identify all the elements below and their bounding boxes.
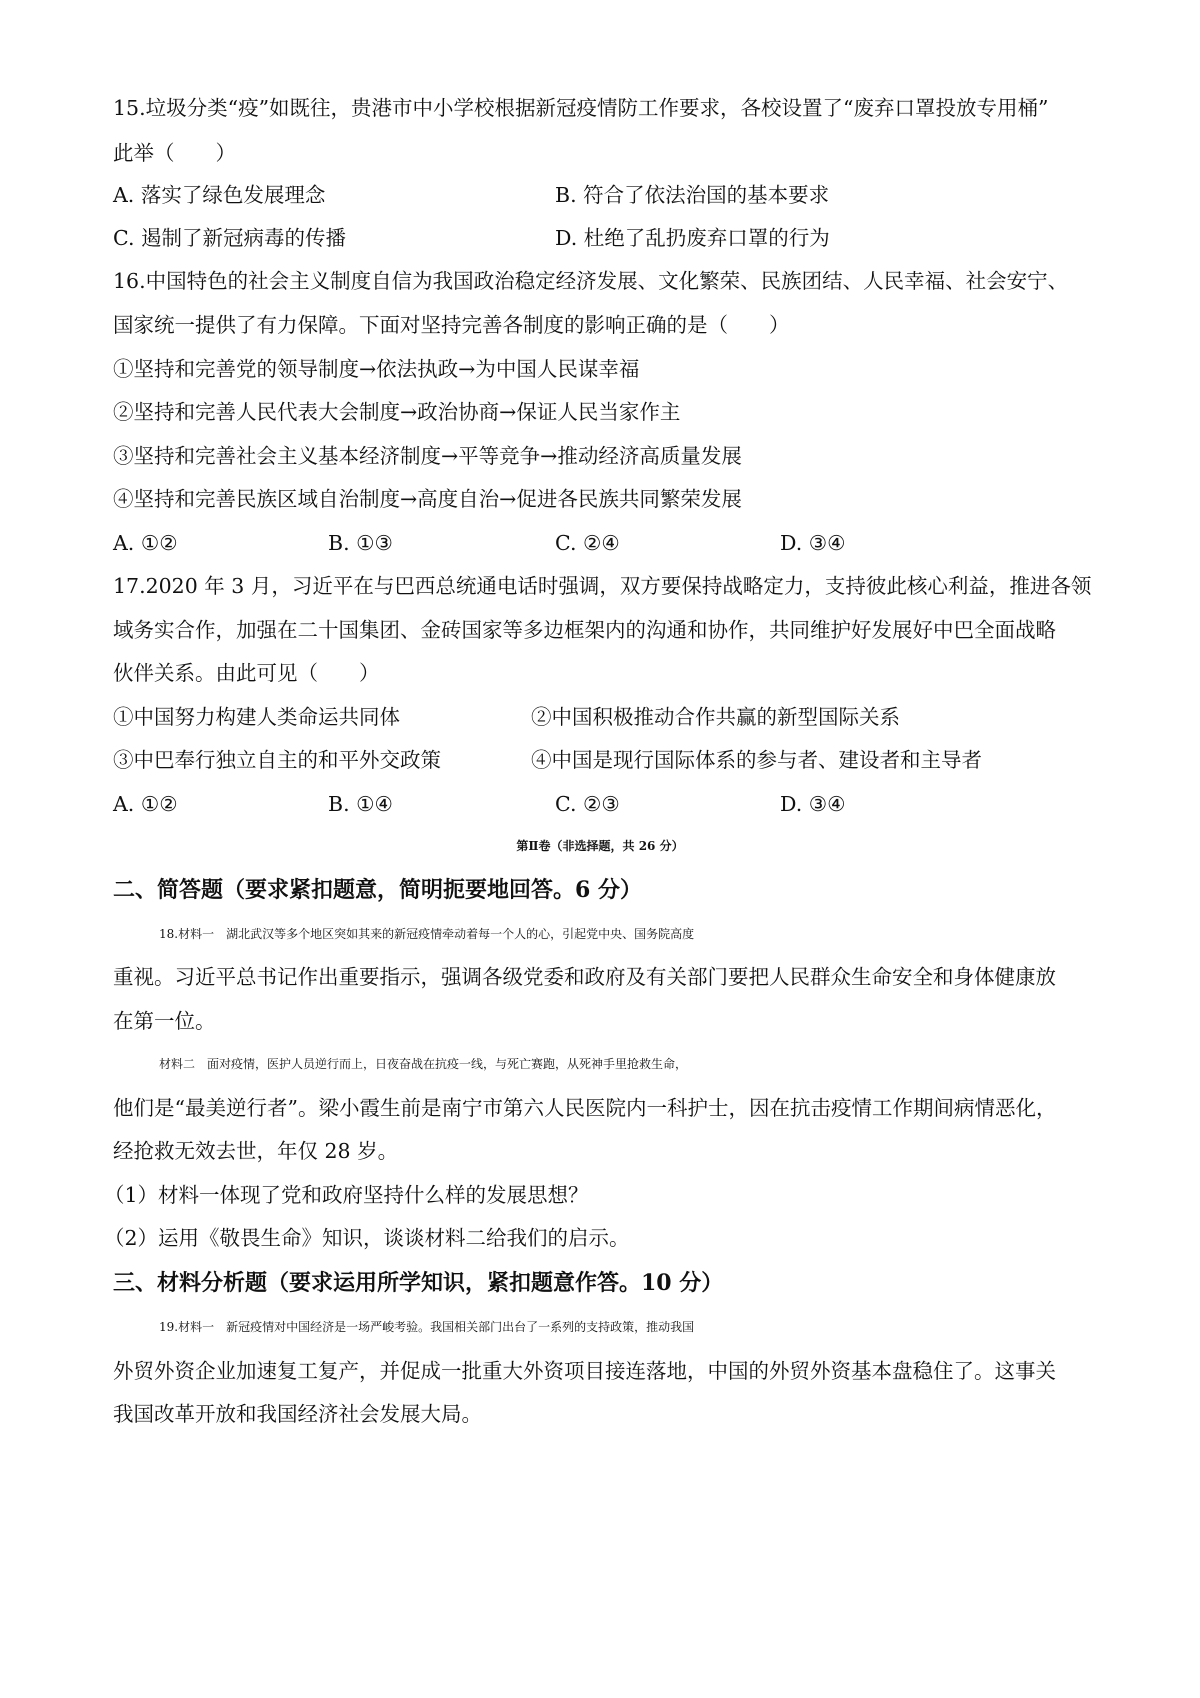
part2-title: 第Ⅱ卷（非选择题，共 26 分） (516, 839, 684, 853)
q17-option-c: C. ②③ (555, 792, 620, 816)
q15-option-d: D. 杜绝了乱扔废弃口罩的行为 (555, 226, 830, 250)
q16-item-3: ③坚持和完善社会主义基本经济制度→平等竞争→推动经济高质量发展 (113, 444, 742, 468)
q17-option-b: B. ①④ (328, 792, 393, 816)
q16-option-d: D. ③④ (780, 531, 846, 555)
q15-option-b: B. 符合了依法治国的基本要求 (555, 183, 830, 207)
q16-item-2: ②坚持和完善人民代表大会制度→政治协商→保证人民当家作主 (113, 400, 681, 424)
q19-material1-line3: 我国改革开放和我国经济社会发展大局。 (113, 1402, 482, 1426)
q19-material1-line1: 19.材料一 新冠疫情对中国经济是一场严峻考验。我国相关部门出台了一系列的支持政策，推动我国 (159, 1320, 695, 1334)
q16-stem-line2: 国家统一提供了有力保障。下面对坚持完善各制度的影响正确的是（ ） (113, 313, 790, 337)
q18-sub-question-1: （1）材料一体现了党和政府坚持什么样的发展思想？ (104, 1183, 589, 1207)
q18-sub-question-2: （2）运用《敬畏生命》知识，谈谈材料二给我们的启示。 (104, 1226, 630, 1250)
q17-item-2: ②中国积极推动合作共赢的新型国际关系 (531, 705, 900, 729)
q16-option-b: B. ①③ (328, 531, 393, 555)
q18-material1-line1: 18.材料一 湖北武汉等多个地区突如其来的新冠疫情牵动着每一个人的心，引起党中央、国务院高度 (159, 927, 695, 941)
q16-item-4: ④坚持和完善民族区域自治制度→高度自治→促进各民族共同繁荣发展 (113, 487, 742, 511)
q15-option-a: A. 落实了绿色发展理念 (113, 183, 326, 207)
q16-option-a: A. ①② (113, 531, 178, 555)
q16-item-1: ①坚持和完善党的领导制度→依法执政→为中国人民谋幸福 (113, 357, 640, 381)
q18-material1-line2: 重视。习近平总书记作出重要指示，强调各级党委和政府及有关部门要把人民群众生命安全和身体健康放 (113, 965, 1056, 989)
q18-material1-line3: 在第一位。 (113, 1009, 216, 1033)
q16-option-c: C. ②④ (555, 531, 620, 555)
q17-stem-line3: 伙伴关系。由此可见（ ） (113, 661, 380, 685)
q17-item-3: ③中巴奉行独立自主的和平外交政策 (113, 748, 441, 772)
q17-item-1: ①中国努力构建人类命运共同体 (113, 705, 400, 729)
q17-stem-line1: 17.2020 年 3 月，习近平在与巴西总统通电话时强调，双方要保持战略定力，支持彼此核心利益，推进各领 (113, 574, 1092, 598)
q15-option-c: C. 遏制了新冠病毒的传播 (113, 226, 346, 250)
q15-stem-line1: 15.垃圾分类“疫”如既往，贵港市中小学校根据新冠疫情防工作要求，各校设置了“废弃口罩投放专用桶” (113, 96, 1049, 120)
q18-material2-line1: 材料二 面对疫情，医护人员逆行而上，日夜奋战在抗疫一线，与死亡赛跑，从死神手里抢救生命， (159, 1057, 688, 1071)
section3-title: 三、材料分析题（要求运用所学知识，紧扣题意作答。10 分） (113, 1270, 724, 1296)
q16-stem-line1: 16.中国特色的社会主义制度自信为我国政治稳定经济发展、文化繁荣、民族团结、人民幸福、社会安宁、 (113, 269, 1069, 293)
q17-item-4: ④中国是现行国际体系的参与者、建设者和主导者 (531, 748, 982, 772)
q18-material2-line3: 经抢救无效去世，年仅 28 岁。 (113, 1139, 399, 1163)
q15-stem-line2: 此举（ ） (113, 141, 236, 165)
q19-material1-line2: 外贸外资企业加速复工复产，并促成一批重大外资项目接连落地，中国的外贸外资基本盘稳住了。这事关 (113, 1359, 1056, 1383)
section2-title: 二、简答题（要求紧扣题意，简明扼要地回答。6 分） (113, 877, 642, 903)
q17-option-d: D. ③④ (780, 792, 846, 816)
q18-material2-line2: 他们是“最美逆行者”。梁小霞生前是南宁市第六人民医院内一科护士，因在抗击疫情工作期间病情恶化， (113, 1096, 1057, 1120)
q17-stem-line2: 域务实合作，加强在二十国集团、金砖国家等多边框架内的沟通和协作，共同维护好发展好中巴全面战略 (113, 618, 1056, 642)
q17-option-a: A. ①② (113, 792, 178, 816)
